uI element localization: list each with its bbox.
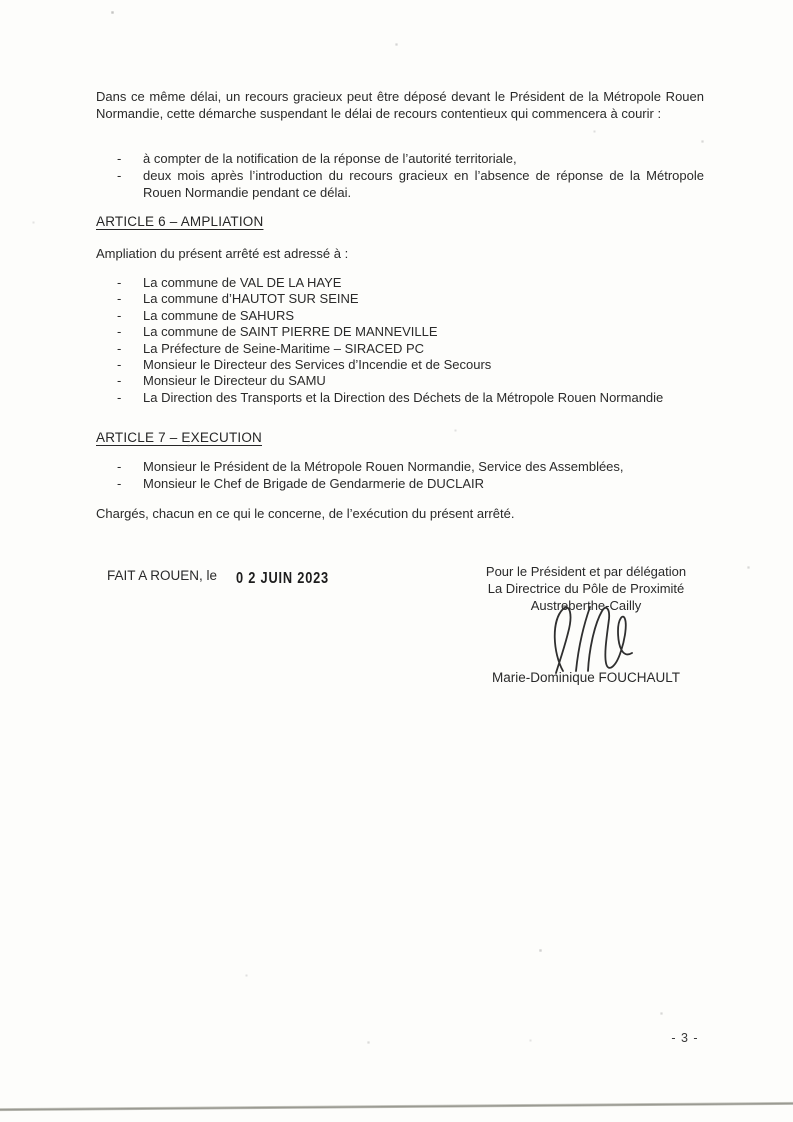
list-item: [96, 167, 704, 201]
list-item-text: à compter de la notification de la réponse de l’autorité territoriale,: [143, 151, 517, 166]
list-item-text: La commune de SAINT PIERRE DE MANNEVILLE: [143, 324, 438, 340]
dash-marker: -: [117, 389, 122, 405]
list-item-text: La commune de VAL DE LA HAYE: [143, 275, 342, 290]
list-item-text: La Direction des Transports et la Direction des Déchets de la Métropole Rouen Normandie: [143, 389, 664, 405]
list-item: [96, 291, 704, 307]
scan-edge-line: [0, 1102, 793, 1111]
dash-marker: -: [117, 151, 122, 166]
list-item: [96, 357, 704, 373]
page-number: - 3 -: [671, 1031, 699, 1045]
dash-marker: -: [117, 459, 122, 474]
list-item-text: Monsieur le Chef de Brigade de Gendarmerie de DUCLAIR: [143, 476, 485, 491]
list-item: [96, 390, 704, 406]
list-item-text: La commune de SAHURS: [143, 307, 295, 323]
list-item-text: deux mois après l’introduction du recours gracieux en l’absence de réponse de la Métropole Rouen Normandie pendant ce délai.: [143, 168, 704, 200]
dash-marker: -: [117, 291, 122, 307]
list-item-text: Monsieur le Président de la Métropole Rouen Normandie, Service des Assemblées,: [143, 459, 624, 474]
list-item: [96, 150, 704, 167]
delegation-line: Austreberthe-Cailly: [530, 598, 642, 613]
intro-bullet-list: [96, 150, 704, 201]
article6-heading: ARTICLE 6 – AMPLIATION: [96, 214, 264, 229]
article6-recipient-list: [96, 275, 704, 406]
dash-marker: -: [117, 340, 122, 356]
signatory-name: Marie-Dominique FOUCHAULT: [491, 670, 681, 685]
list-item: [96, 275, 704, 291]
delegation-line: Pour le Président et par délégation: [485, 564, 687, 579]
dash-marker: -: [117, 275, 122, 290]
list-item: [96, 458, 704, 475]
delegation-line: La Directrice du Pôle de Proximité: [487, 581, 685, 596]
list-item: [96, 308, 704, 324]
dash-marker: -: [117, 307, 122, 323]
list-item-text: Monsieur le Directeur du SAMU: [143, 373, 326, 389]
dash-marker: -: [117, 357, 122, 373]
scan-speckles: [0, 0, 1, 1]
list-item: [96, 373, 704, 389]
article7-heading: ARTICLE 7 – EXECUTION: [96, 430, 262, 445]
place-date-line: FAIT A ROUEN, le: [107, 568, 218, 583]
list-item-text: La Préfecture de Seine-Maritime – SIRACED PC: [143, 340, 425, 356]
article6-intro: Ampliation du présent arrêté est adressé à :: [96, 246, 349, 261]
dash-marker: -: [117, 168, 122, 183]
list-item: [96, 341, 704, 357]
dash-marker: -: [117, 324, 122, 340]
date-stamp: 0 2 JUIN 2023: [236, 570, 329, 587]
list-item-text: La commune d’HAUTOT SUR SEINE: [143, 291, 359, 307]
closing-paragraph: Chargés, chacun en ce qui le concerne, de l’exécution du présent arrêté.: [96, 506, 515, 521]
intro-paragraph: Dans ce même délai, un recours gracieux peut être déposé devant le Président de la Métropole Rouen Normandie, cette démarche suspendant le délai de recours contentieux qui commencera à courir :: [96, 89, 704, 121]
article7-bullet-list: [96, 458, 704, 492]
list-item-text: Monsieur le Directeur des Services d’Incendie et de Secours: [143, 357, 492, 373]
handwritten-signature: [538, 605, 638, 677]
list-item: [96, 475, 704, 492]
dash-marker: -: [117, 476, 122, 491]
dash-marker: -: [117, 373, 122, 389]
list-item: [96, 324, 704, 340]
